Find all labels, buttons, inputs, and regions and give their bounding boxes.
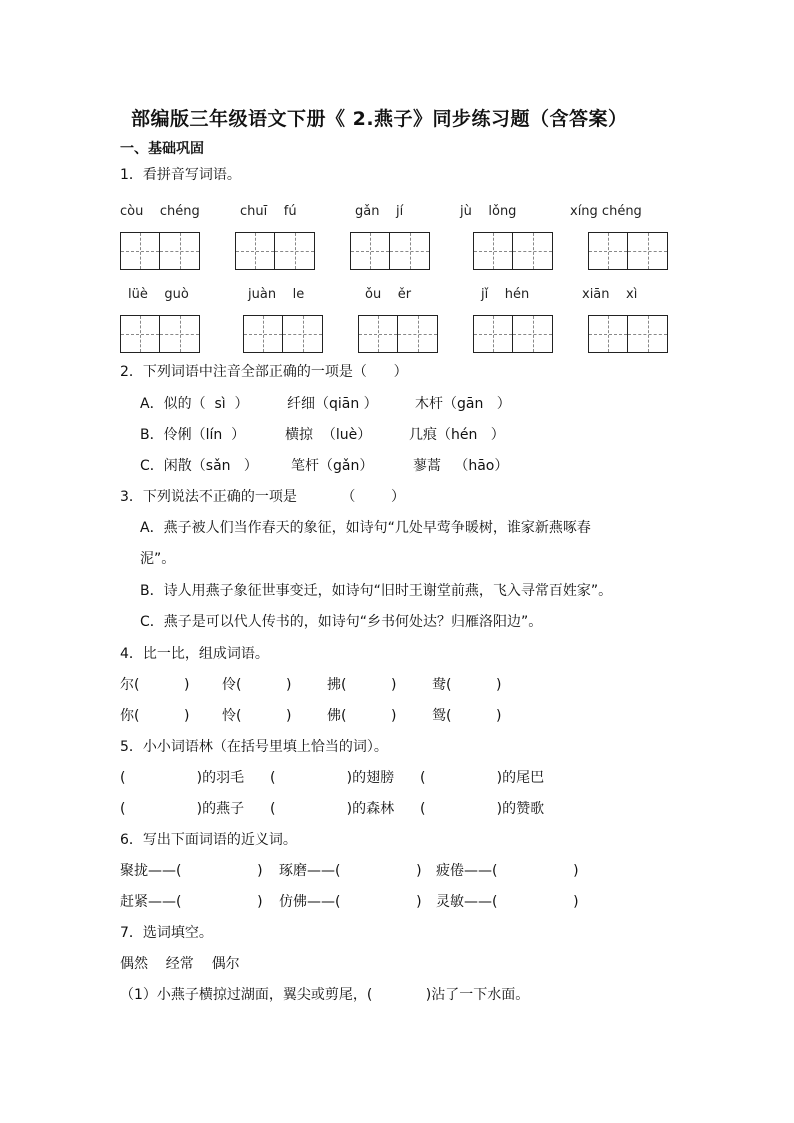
fill-blank[interactable]: 鸯( ) [432, 677, 502, 693]
pinyin-label: jǐ hén [481, 287, 530, 302]
fill-blank[interactable]: ( )的燕子 [120, 801, 245, 817]
pinyin-label: juàn le [248, 287, 305, 302]
fill-blank[interactable]: 疲倦——( ) [436, 863, 579, 879]
question-5-prompt: 5．小小词语林（在括号里填上恰当的词）。 [120, 739, 388, 755]
option-b-word: 几痕（hén ） [409, 427, 505, 443]
pinyin-label: còu chéng [120, 204, 200, 219]
pinyin-label: lüè guò [128, 287, 189, 302]
fill-blank[interactable]: ( )的尾巴 [420, 770, 545, 786]
option-a: A．似的（ sì ） [140, 396, 249, 412]
section-heading: 一、基础巩固 [120, 141, 204, 157]
question-6-prompt: 6．写出下面词语的近义词。 [120, 832, 297, 848]
option-b-word: 横掠 （luè） [285, 427, 372, 443]
fill-blank[interactable]: ( )的翅膀 [270, 770, 395, 786]
tian-grid-box[interactable] [120, 232, 200, 270]
question-2-prompt: 2．下列词语中注音全部正确的一项是（ ） [120, 364, 408, 380]
option-b: B．诗人用燕子象征世事变迁，如诗句“旧时王谢堂前燕，飞入寻常百姓家”。 [140, 583, 613, 599]
tian-grid-box[interactable] [588, 315, 668, 353]
tian-grid-box[interactable] [473, 232, 553, 270]
tian-grid-box[interactable] [235, 232, 315, 270]
page-title: 部编版三年级语文下册《 2.燕子》同步练习题（含答案） [131, 108, 628, 130]
tian-grid-box[interactable] [588, 232, 668, 270]
fill-blank[interactable]: 鸳( ) [432, 708, 502, 724]
fill-blank[interactable]: 拂( ) [327, 677, 397, 693]
tian-grid-box[interactable] [358, 315, 438, 353]
fill-blank[interactable]: ( )的羽毛 [120, 770, 245, 786]
fill-blank[interactable]: 琢磨——( ) [279, 863, 422, 879]
pinyin-label: xíng chéng [570, 204, 642, 219]
pinyin-label: gǎn jí [355, 204, 404, 219]
fill-blank[interactable]: 赶紧——( ) [120, 894, 263, 910]
tian-grid-box[interactable] [243, 315, 323, 353]
question-3-prompt: 3．下列说法不正确的一项是 （ ） [120, 489, 406, 505]
question-4-prompt: 4．比一比，组成词语。 [120, 646, 269, 662]
fill-blank[interactable]: 你( ) [120, 708, 190, 724]
tian-grid-box[interactable] [350, 232, 430, 270]
fill-blank[interactable]: ( )的森林 [270, 801, 395, 817]
pinyin-label: xiān xì [582, 287, 638, 302]
pinyin-label: ǒu ěr [365, 287, 412, 302]
word-choices: 偶然 经常 偶尔 [120, 956, 240, 972]
option-b: B．伶俐（lín ） [140, 427, 246, 443]
option-c-word: 蓼蒿 （hāo） [413, 458, 509, 474]
pinyin-label: chuī fú [240, 204, 297, 219]
option-c: C．燕子是可以代人传书的，如诗句“乡书何处达？归雁洛阳边”。 [140, 614, 543, 630]
option-c: C．闲散（sǎn ） [140, 458, 258, 474]
fill-blank[interactable]: 灵敏——( ) [436, 894, 579, 910]
pinyin-label: jù lǒng [460, 204, 517, 219]
option-c-word: 笔杆（gǎn） [291, 458, 374, 474]
option-a-continued: 泥”。 [140, 551, 176, 567]
fill-blank[interactable]: 仿佛——( ) [279, 894, 422, 910]
question-1-prompt: 1．看拼音写词语。 [120, 167, 241, 183]
fill-blank[interactable]: 尔( ) [120, 677, 190, 693]
fill-blank[interactable]: 伶( ) [222, 677, 292, 693]
fill-blank[interactable]: 佛( ) [327, 708, 397, 724]
question-7-prompt: 7．选词填空。 [120, 925, 213, 941]
tian-grid-box[interactable] [120, 315, 200, 353]
option-a-word: 纤细（qiān ） [287, 396, 378, 412]
fill-blank-sentence[interactable]: （1）小燕子横掠过湖面，翼尖或剪尾，( )沾了一下水面。 [120, 987, 530, 1003]
option-a: A．燕子被人们当作春天的象征，如诗句“几处早莺争暖树，谁家新燕啄春 [140, 520, 591, 536]
fill-blank[interactable]: 怜( ) [222, 708, 292, 724]
fill-blank[interactable]: 聚拢——( ) [120, 863, 263, 879]
option-a-word: 木杆（gān ） [415, 396, 511, 412]
fill-blank[interactable]: ( )的赞歌 [420, 801, 545, 817]
tian-grid-box[interactable] [473, 315, 553, 353]
